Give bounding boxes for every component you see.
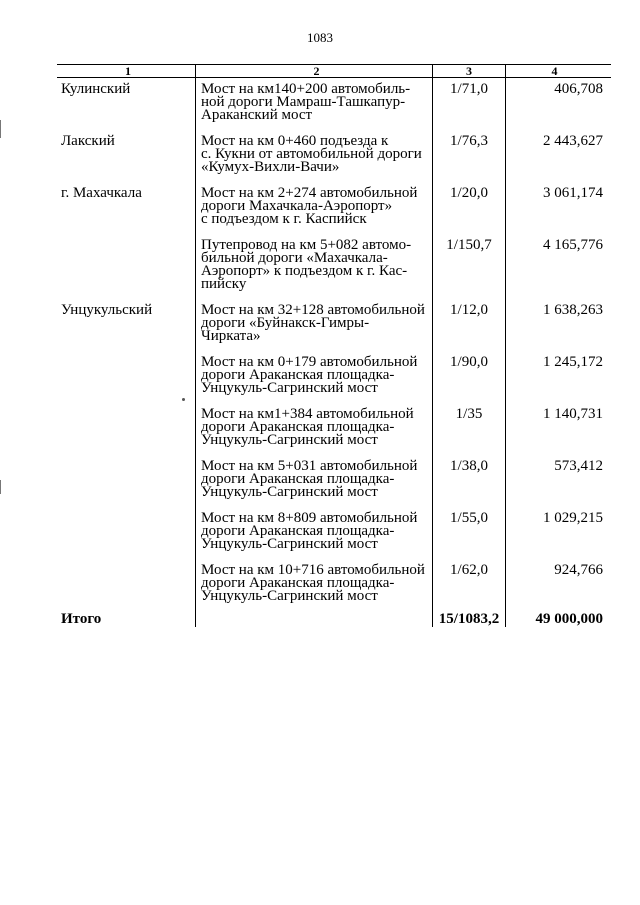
- object-cell: Мост на км140+200 автомобиль- ной дороги Мамраш-Ташкапур- Араканский мост: [195, 78, 432, 130]
- total-row: [57, 611, 611, 627]
- amount-cell: 573,412: [505, 455, 611, 507]
- ratio-cell: 1/76,3: [432, 130, 505, 182]
- district-cell: [57, 351, 195, 403]
- table-row: [57, 455, 611, 507]
- amount-cell: 2 443,627: [505, 130, 611, 182]
- page-number: 1083: [307, 30, 333, 45]
- ratio-cell: 1/90,0: [432, 351, 505, 403]
- district-cell: [57, 403, 195, 455]
- object-cell: Мост на км 8+809 автомобильной дороги Араканская площадка- Унцукуль-Сагринский мост: [195, 507, 432, 559]
- table-row: [57, 234, 611, 299]
- ratio-cell: 1/35: [432, 403, 505, 455]
- column-header-2: 2: [195, 65, 432, 77]
- table-row: [57, 351, 611, 403]
- ratio-cell: 1/62,0: [432, 559, 505, 611]
- ratio-cell: 1/20,0: [432, 182, 505, 234]
- object-cell: Мост на км1+384 автомобильной дороги Араканская площадка- Унцукуль-Сагринский мост: [195, 403, 432, 455]
- ratio-cell: 1/71,0: [432, 78, 505, 130]
- amount-cell: 1 638,263: [505, 299, 611, 351]
- object-cell: Мост на км 10+716 автомобильной дороги Араканская площадка- Унцукуль-Сагринский мост: [195, 559, 432, 611]
- bridges-table: [57, 64, 611, 627]
- column-header-1: 1: [125, 64, 131, 78]
- table-row: [57, 403, 611, 455]
- district-cell: Унцукульский: [61, 302, 153, 318]
- total-label: Итого: [61, 611, 102, 627]
- table-row: [57, 507, 611, 559]
- total-object: [195, 611, 432, 627]
- table-body: [57, 78, 611, 611]
- column-header-3: 3: [432, 65, 505, 77]
- total-ratio: 15/1083,2: [432, 611, 505, 627]
- table-row: [57, 182, 611, 234]
- column-header-4: 4: [505, 65, 611, 77]
- amount-cell: 1 140,731: [505, 403, 611, 455]
- district-cell: [57, 507, 195, 559]
- amount-cell: 406,708: [505, 78, 611, 130]
- total-amount: 49 000,000: [505, 611, 611, 627]
- object-cell: Мост на км 0+179 автомобильной дороги Араканская площадка- Унцукуль-Сагринский мост: [195, 351, 432, 403]
- amount-cell: 1 029,215: [505, 507, 611, 559]
- table-row: [57, 559, 611, 611]
- scan-edge-mark: [0, 120, 1, 138]
- district-cell: г. Махачкала: [61, 185, 142, 201]
- district-cell: [57, 455, 195, 507]
- scan-edge-mark: [0, 480, 1, 494]
- ratio-cell: 1/150,7: [432, 234, 505, 299]
- table-row: [57, 130, 611, 182]
- scan-dot: [182, 398, 185, 401]
- object-cell: Мост на км 2+274 автомобильной дороги Махачкала-Аэропорт» с подъездом к г. Каспийск: [195, 182, 432, 234]
- ratio-cell: 1/55,0: [432, 507, 505, 559]
- amount-cell: 3 061,174: [505, 182, 611, 234]
- district-cell: Лакский: [61, 133, 115, 149]
- amount-cell: 1 245,172: [505, 351, 611, 403]
- object-cell: Путепровод на км 5+082 автомо- бильной дороги «Махачкала- Аэропорт» к подъездом к г. Кас- пийску: [195, 234, 432, 299]
- amount-cell: 924,766: [505, 559, 611, 611]
- district-cell: [57, 234, 195, 299]
- district-cell: [57, 559, 195, 611]
- ratio-cell: 1/12,0: [432, 299, 505, 351]
- object-cell: Мост на км 32+128 автомобильной дороги «Буйнакск-Гимры- Чирката»: [195, 299, 432, 351]
- table-row: [57, 78, 611, 130]
- table-row: [57, 299, 611, 351]
- ratio-cell: 1/38,0: [432, 455, 505, 507]
- table-header-row: [57, 65, 611, 78]
- amount-cell: 4 165,776: [505, 234, 611, 299]
- district-cell: Кулинский: [61, 81, 131, 97]
- object-cell: Мост на км 0+460 подъезда к с. Кукни от автомобильной дороги «Кумух-Вихли-Вачи»: [195, 130, 432, 182]
- object-cell: Мост на км 5+031 автомобильной дороги Араканская площадка- Унцукуль-Сагринский мост: [195, 455, 432, 507]
